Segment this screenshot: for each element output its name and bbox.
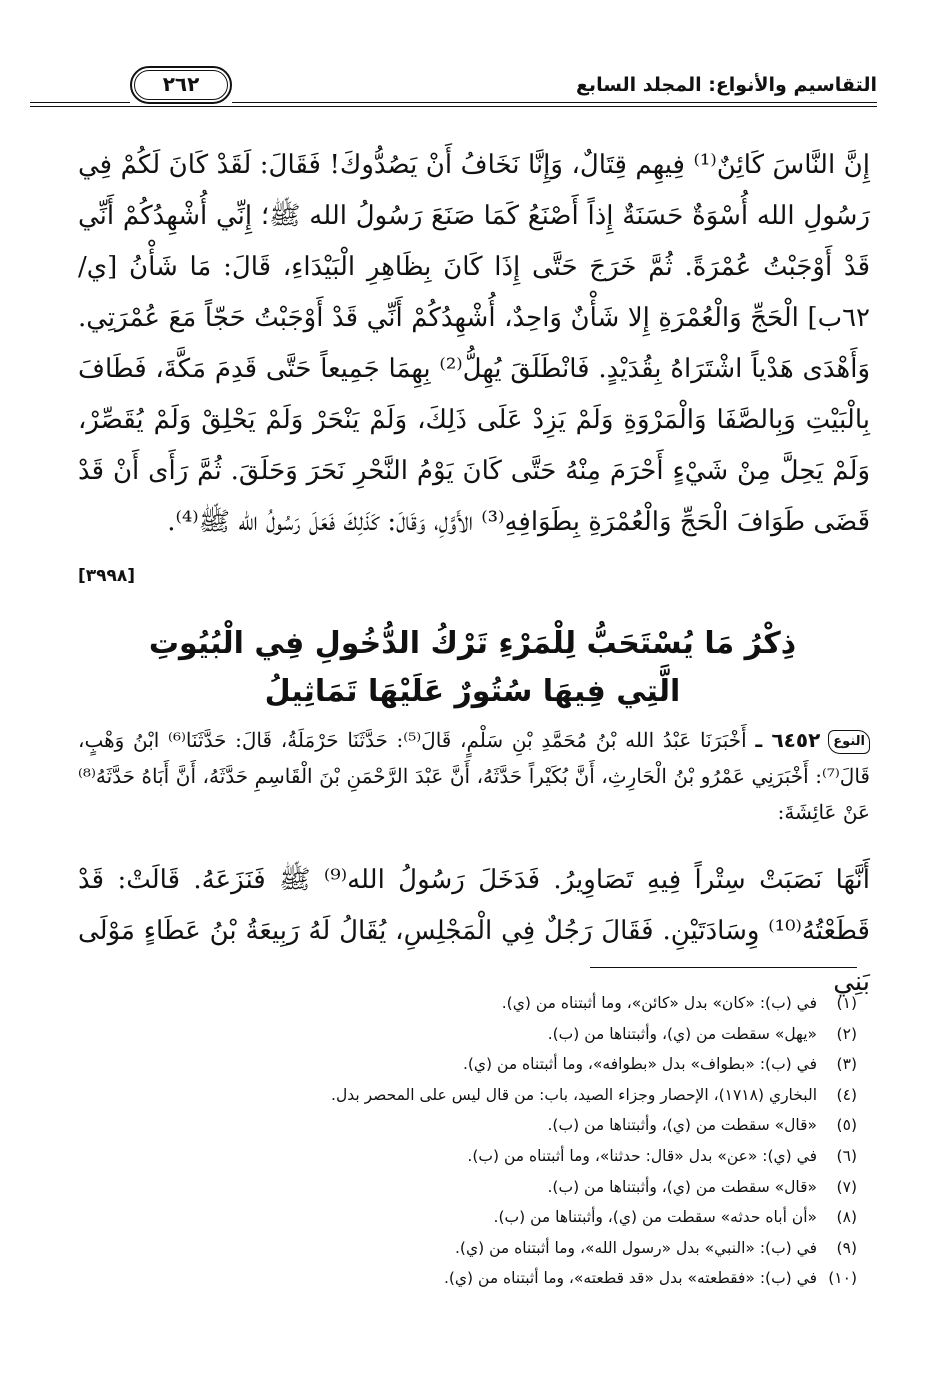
footnote-text: «قال» سقطت من (ي)، وأثبتناها من (ب). bbox=[547, 1177, 817, 1196]
footnote-number: (٧) bbox=[836, 1177, 857, 1196]
footnote-text: «يهل» سقطت من (ي)، وأثبتناها من (ب). bbox=[547, 1024, 817, 1043]
footnote-text: في (ب): «بطواف» بدل «بطوافه»، وما أثبتناه من (ي). bbox=[462, 1055, 817, 1074]
chapter-heading-line-1: ذِكْرُ مَا يُسْتَحَبُّ لِلْمَرْءِ تَرْكُ الدُّخُولِ فِي الْبُيُوتِ bbox=[148, 626, 797, 661]
footnote-number: (٦) bbox=[836, 1146, 857, 1165]
footnote-number: (٥) bbox=[836, 1116, 857, 1135]
footnote-text: في (ب): «النبي» بدل «رسول الله»، وما أثبتناه من (ي). bbox=[454, 1238, 817, 1257]
footnote-item bbox=[60, 1172, 857, 1203]
footnote-number: (٣) bbox=[836, 1055, 857, 1074]
chapter-heading-line-2: الَّتِي فِيهَا سُتُورٌ عَلَيْهَا تَمَاثِيلُ bbox=[264, 674, 681, 709]
footnote-text: في (ب): «فقطعته» بدل «قد قطعته»، وما أثبتناه من (ي). bbox=[443, 1269, 817, 1288]
hadith-isnad bbox=[78, 722, 870, 830]
footnote-text: «قال» سقطت من (ي)، وأثبتناها من (ب). bbox=[547, 1116, 817, 1135]
footnote-item bbox=[60, 988, 857, 1019]
page-number-frame bbox=[130, 66, 232, 104]
footnote-item bbox=[60, 1080, 857, 1111]
footnote-number: (٢) bbox=[836, 1024, 857, 1043]
footnote-item bbox=[60, 1263, 857, 1294]
chapter-heading bbox=[80, 620, 865, 716]
isnad-text: أَخْبَرَنَا عَبْدُ الله بْنُ مُحَمَّدِ بْنِ سَلْمٍ، قَالَ⁽⁵⁾: حَدَّثَنَا حَرْمَلَةُ، قَالَ: حَدَّثَنَا⁽⁶⁾ ابْنُ وَهْبٍ، قَالَ⁽⁷⁾: أَخْبَرَنِي عَمْرُو بْنُ الْحَارِثِ، أَنَّ بُكَيْراً حَدَّثَهُ، أَنَّ عَبْدَ الرَّحْمَنِ بْنَ الْقَاسِمِ حَدَّثَهُ، أَنَّ أَبَاهُ حَدَّثَهُ⁽⁸⁾ عَنْ عَائِشَةَ: bbox=[78, 728, 870, 824]
hadith-reference-number: [٣٩٩٨] bbox=[78, 566, 136, 586]
running-title: التقاسيم والأنواع: المجلد السابع bbox=[575, 74, 877, 96]
footnote-item bbox=[60, 1141, 857, 1172]
footnote-text: «أن أباه حدثه» سقطت من (ي)، وأثبتناها من (ب). bbox=[493, 1208, 817, 1227]
footnote-number: (٩) bbox=[836, 1238, 857, 1257]
hadith-matn: أَنَّهَا نَصَبَتْ سِتْراً فِيهِ تَصَاوِيرُ. فَدَخَلَ رَسُولُ الله⁽⁹⁾ ﷺ فَنَزَعَهُ. قَالَتْ: قَدْ قَطَعْتُهُ⁽¹⁰⁾ وِسَادَتَيْنِ. فَقَالَ رَجُلٌ فِي الْمَجْلِسِ، يُقَالُ لَهُ رَبِيعَةُ بْنُ عَطَاءٍ مَوْلَى بَنِي bbox=[78, 865, 870, 997]
footnotes-list bbox=[60, 988, 857, 1294]
footnote-separator bbox=[590, 967, 857, 968]
footnote-item bbox=[60, 1233, 857, 1264]
footnote-item bbox=[60, 1019, 857, 1050]
footnote-number: (٤) bbox=[836, 1085, 857, 1104]
paragraph-continuation: إِنَّ النَّاسَ كَائِنٌ⁽¹⁾ فِيهِم قِتَالٌ، وَإِنَّا نَخَافُ أَنْ يَصُدُّوكَ! فَقَالَ: لَقَدْ كَانَ لَكُمْ فِي رَسُولِ الله أُسْوَةٌ حَسَنَةٌ إِذاً أَصْنَعُ كَمَا صَنَعَ رَسُولُ الله ﷺ؛ إِنِّي أُشْهِدُكُمْ أَنِّي قَدْ أَوْجَبْتُ عُمْرَةً. ثُمَّ خَرَجَ حَتَّى إِذَا كَانَ بِظَاهِرِ الْبَيْدَاءِ، قَالَ: مَا شَأْنُ [ي/٦٢ب] الْحَجِّ وَالْعُمْرَةِ إِلا شَأْنٌ وَاحِدٌ، أُشْهِدُكُمْ أَنِّي قَدْ أَوْجَبْتُ حَجّاً مَعَ عُمْرَتِي. وَأَهْدَى هَدْياً اشْتَرَاهُ بِقُدَيْدٍ. فَانْطَلَقَ يُهِلُّ⁽²⁾ بِهِمَا جَمِيعاً حَتَّى قَدِمَ مَكَّةَ، فَطَافَ بِالْبَيْتِ وَبِالصَّفَا وَالْمَرْوَةِ وَلَمْ يَزِدْ عَلَى ذَلِكَ، وَلَمْ يَنْحَرْ وَلَمْ يَحْلِقْ وَلَمْ يُقَصِّرْ، وَلَمْ يَحِلَّ مِنْ شَيْءٍ أَحْرَمَ مِنْهُ حَتَّى كَانَ يَوْمُ النَّحْرِ نَحَرَ وَحَلَقَ. ثُمَّ رَأَى أَنْ قَدْ قَضَى طَوَافَ الْحَجِّ وَالْعُمْرَةِ بِطَوَافِهِ⁽³⁾ الأَوَّلِ، وَقَالَ: كَذَلِكَ فَعَلَ رَسُولُ الله ﷺ⁽⁴⁾. bbox=[78, 150, 871, 537]
footnote-item bbox=[60, 1049, 857, 1080]
type-badge: النوع bbox=[828, 730, 870, 754]
footnote-item bbox=[60, 1202, 857, 1233]
footnote-number: (١٠) bbox=[828, 1269, 857, 1288]
footnote-number: (٨) bbox=[836, 1208, 857, 1227]
footnote-text: في (ي): «عن» بدل «قال: حدثنا»، وما أثبتناه من (ب). bbox=[467, 1146, 817, 1165]
footnote-item bbox=[60, 1110, 857, 1141]
footnote-number: (١) bbox=[836, 994, 857, 1012]
footnote-text: في (ب): «كان» بدل «كائن»، وما أثبتناه من (ي). bbox=[501, 994, 817, 1012]
hadith-number: ٦٤٥٢ ـ bbox=[755, 728, 821, 752]
page-number: ٢٦٢ bbox=[134, 70, 228, 100]
page-header bbox=[30, 72, 877, 112]
footnote-text: البخاري (١٧١٨)، الإحصار وجزاء الصيد، باب: من قال ليس على المحصر بدل. bbox=[331, 1085, 817, 1104]
